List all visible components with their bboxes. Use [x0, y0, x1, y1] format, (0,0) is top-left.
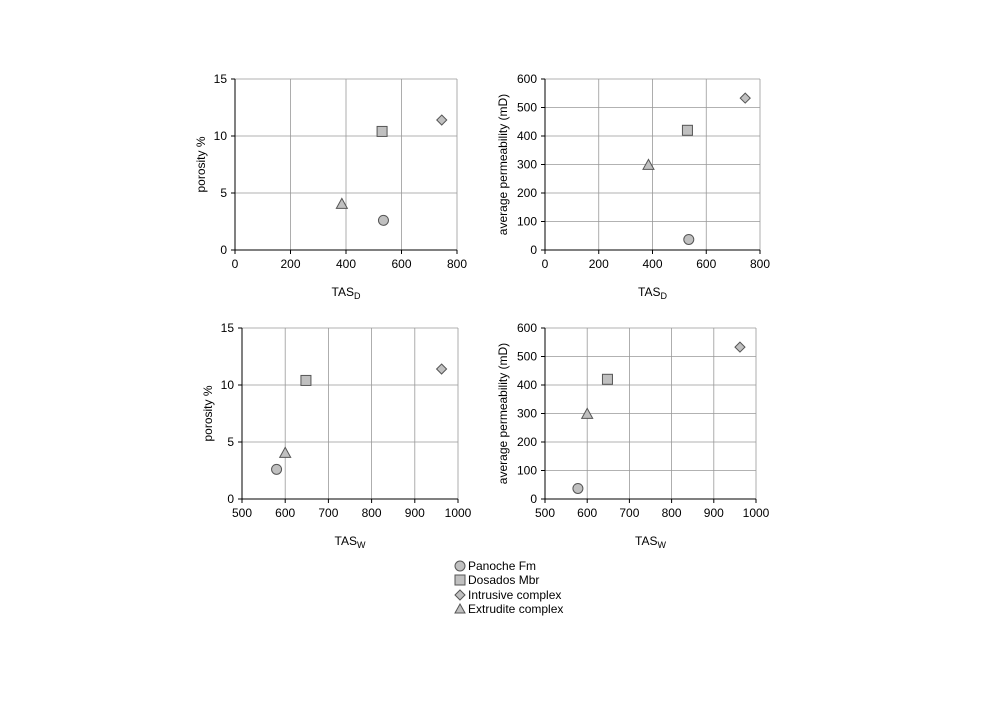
y-tick-label: 10 [220, 378, 234, 392]
y-tick-label: 300 [516, 157, 537, 172]
legend-label: Intrusive complex [468, 588, 562, 602]
data-point-circle [272, 464, 282, 474]
legend-marker-square [455, 575, 465, 585]
chart-permeability-vs-tasw [496, 321, 770, 550]
legend-item-extrudite [455, 602, 563, 616]
y-tick-label: 500 [516, 349, 537, 364]
y-tick-label: 400 [516, 129, 537, 143]
x-axis-title [635, 534, 666, 550]
y-tick-label: 15 [220, 321, 234, 335]
x-tick-label: 900 [703, 506, 724, 520]
x-tick-label: 0 [231, 257, 239, 271]
x-axis-title-subscript: D [660, 291, 667, 301]
x-axis-title-main: TAS [334, 534, 357, 548]
data-point-triangle [280, 447, 291, 457]
y-tick-label: 500 [516, 100, 537, 115]
legend-label: Dosados Mbr [468, 573, 540, 587]
data-point-circle [684, 234, 694, 244]
x-tick-label: 200 [588, 257, 609, 271]
chart-porosity-vs-tasd [194, 72, 467, 301]
x-tick-label: 700 [619, 506, 640, 520]
x-axis-title-subscript: W [356, 540, 366, 550]
data-point-circle [573, 483, 583, 493]
chart-porosity-vs-tasw [201, 321, 472, 550]
chart-permeability-vs-tasd [496, 72, 770, 301]
x-axis-title-subscript: W [657, 540, 666, 550]
x-tick-label: 1000 [742, 506, 770, 520]
y-tick-label: 200 [516, 435, 537, 449]
x-tick-label: 400 [335, 257, 357, 271]
x-axis-title [335, 534, 366, 550]
x-tick-label: 800 [361, 506, 382, 520]
legend-marker-triangle [455, 604, 465, 613]
y-tick-label: 300 [516, 406, 537, 421]
x-tick-label: 600 [275, 506, 296, 520]
data-point-square [682, 125, 692, 135]
data-point-diamond [437, 364, 447, 374]
x-tick-label: 400 [642, 257, 663, 271]
x-tick-label: 500 [534, 506, 556, 520]
y-tick-label: 100 [516, 463, 537, 478]
x-axis-title-main: TAS [635, 534, 658, 548]
x-axis-title-subscript: D [353, 291, 361, 301]
data-point-square [301, 375, 311, 385]
legend-marker-circle [455, 561, 465, 571]
legend-item-panoche [455, 559, 536, 573]
x-axis-title-main: TAS [331, 285, 354, 299]
data-point-square [377, 126, 387, 136]
x-tick-label: 600 [391, 257, 412, 271]
x-tick-label: 1000 [444, 506, 472, 520]
y-axis-title: average permeability (mD) [496, 93, 510, 236]
x-tick-label: 200 [280, 257, 301, 271]
legend [455, 559, 563, 616]
y-axis-title: porosity % [194, 136, 208, 193]
y-tick-label: 0 [227, 492, 234, 506]
y-tick-label: 5 [227, 435, 234, 449]
y-tick-label: 0 [530, 243, 537, 257]
y-axis-title: average permeability (mD) [496, 342, 510, 485]
x-tick-label: 0 [541, 257, 549, 271]
x-tick-label: 900 [404, 506, 425, 520]
y-tick-label: 15 [213, 72, 227, 86]
y-tick-label: 0 [530, 492, 537, 506]
y-tick-label: 600 [516, 321, 537, 335]
y-tick-label: 200 [516, 186, 537, 200]
y-axis-title: porosity % [201, 385, 215, 442]
x-axis-title [332, 285, 361, 301]
y-tick-label: 100 [516, 214, 537, 229]
x-tick-label: 600 [577, 506, 598, 520]
x-tick-label: 800 [749, 257, 771, 271]
data-point-diamond [740, 93, 750, 103]
data-point-square [602, 374, 612, 384]
legend-item-dosados [455, 573, 539, 587]
x-tick-label: 500 [231, 506, 253, 520]
x-axis-title-main: TAS [638, 285, 661, 299]
legend-item-intrusive [455, 588, 561, 602]
x-axis-title [638, 285, 667, 301]
data-point-circle [378, 215, 388, 225]
y-tick-label: 400 [516, 378, 537, 392]
x-tick-label: 700 [318, 506, 339, 520]
legend-label: Panoche Fm [468, 559, 537, 573]
x-tick-label: 800 [446, 257, 468, 271]
x-tick-label: 800 [661, 506, 682, 520]
data-point-diamond [735, 342, 745, 352]
y-tick-label: 0 [220, 243, 227, 257]
legend-marker-diamond [455, 590, 465, 600]
y-tick-label: 10 [213, 129, 227, 143]
data-point-diamond [437, 115, 447, 125]
x-tick-label: 600 [696, 257, 717, 271]
y-tick-label: 5 [220, 186, 227, 200]
legend-label: Extrudite complex [468, 602, 564, 616]
y-tick-label: 600 [516, 72, 537, 86]
